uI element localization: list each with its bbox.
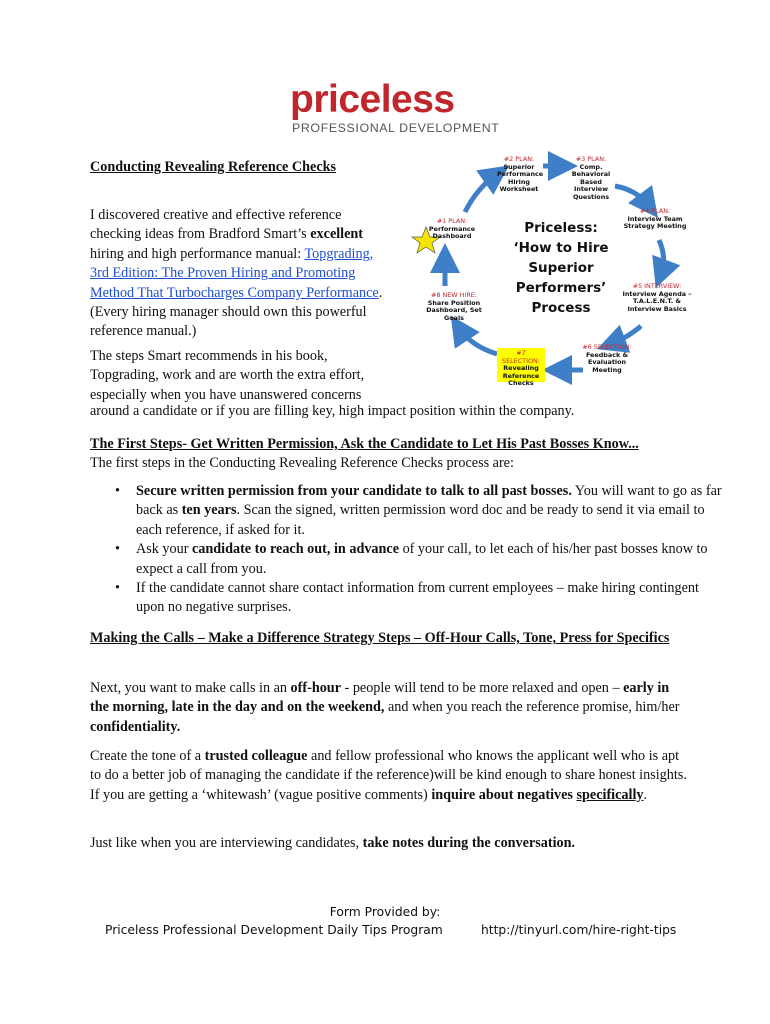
diagram-center-title: Priceless: ‘How to Hire Superior Performers’ Process: [513, 220, 609, 316]
footer-provided-by: Form Provided by:: [329, 905, 441, 919]
intro-text-a: I discovered creative and effective reference checking ideas from Bradford Smart’s: [90, 207, 342, 243]
section-2-paragraph-2: Create the tone of a trusted colleague and fellow professional who knows the applicant well who is apt to do a better job of managing the candidate if the reference)will be kind enough to share honest insights. If you are getting a ‘whitewash’ (vague positive comments) inquire about negatives specifically.: [90, 748, 687, 803]
step-2: #2 PLAN: Superior Performance Hiring Worksheet: [497, 155, 544, 194]
intro-text-c: . (Every hiring manager should own this powerful reference manual.): [90, 284, 383, 340]
steps-paragraph-cont: around a candidate or if you are filling key, high impact position within the company.: [90, 403, 575, 419]
logo-wordmark: priceless: [290, 78, 455, 121]
section-2-paragraph-3: Just like when you are interviewing candidates, take notes during the conversation.: [90, 835, 576, 851]
intro-paragraph: [90, 206, 390, 342]
bullet-1: • Secure written permission from your candidate to talk to all past bosses. You will want to go as far back as ten years. Scan the signed, written permission word doc and be ready to send it via email to each reference, if asked for it.: [136, 482, 726, 540]
arrow-5-to-6: [611, 326, 641, 344]
arrow-3-to-4: [615, 186, 649, 206]
section-1-heading: The First Steps- Get Written Permission, Ask the Candidate to Let His Past Bosses Know...: [90, 436, 639, 452]
arrow-7-to-8: [459, 328, 497, 354]
step-7: #7 SELECTION: Revealing Reference Checks: [502, 349, 540, 388]
bullet-3: • If the candidate cannot share contact information from current employees – make hiring contingent upon no negative surprises.: [136, 579, 726, 618]
page-title: Conducting Revealing Reference Checks: [90, 159, 337, 175]
step-6: #6 SELECTION: Feedback & Evaluation Meeting: [582, 343, 632, 374]
footer-program: Priceless Professional Development Daily Tips Program: [105, 923, 443, 937]
footer-url[interactable]: http://tinyurl.com/hire-right-tips: [481, 923, 677, 937]
topgrading-book-link[interactable]: Topgrading, 3rd Edition: The Proven Hiring and Promoting Method That Turbocharges Company Performance: [90, 245, 379, 301]
step-5: #5 INTERVIEW: Interview Agenda – T.A.L.E.N.T. & Interview Basics: [622, 282, 692, 313]
bullet-2: • Ask your candidate to reach out, in advance of your call, to let each of his/her past bosses know to expect a call from you.: [136, 540, 726, 579]
step-3: #3 PLAN: Comp. Behavioral Based Interview Questions: [571, 155, 611, 201]
intro-bold: excellent: [310, 226, 364, 243]
logo-subtitle: PROFESSIONAL DEVELOPMENT: [292, 121, 500, 135]
arrow-1-to-2: [465, 174, 497, 212]
step-1: #1 PLAN: Performance Dashboard: [428, 217, 476, 241]
step-8: #8 NEW HIRE: Share Position Dashboard, Set Goals: [426, 291, 482, 322]
steps-paragraph: The steps Smart recommends in his book, Topgrading, work and are worth the extra effort, especially when you have unanswered concerns: [90, 348, 365, 403]
hiring-process-diagram: [405, 150, 695, 390]
section-1-intro: The first steps in the Conducting Revealing Reference Checks process are:: [90, 455, 514, 471]
section-1-bullets: [90, 482, 726, 618]
arrow-4-to-5: [659, 240, 664, 274]
section-2-paragraph-1: Next, you want to make calls in an off-hour - people will tend to be more relaxed and open – early in the morning, late in the day and on the weekend, and when you reach the reference promise, him/her confidentiality.: [90, 680, 680, 735]
step-4: #4 PLAN: Interview Team Strategy Meeting: [623, 207, 687, 231]
section-2-heading: Making the Calls – Make a Difference Strategy Steps – Off-Hour Calls, Tone, Press for Specifics: [90, 630, 670, 646]
intro-text-b: hiring and high performance manual:: [90, 245, 305, 262]
